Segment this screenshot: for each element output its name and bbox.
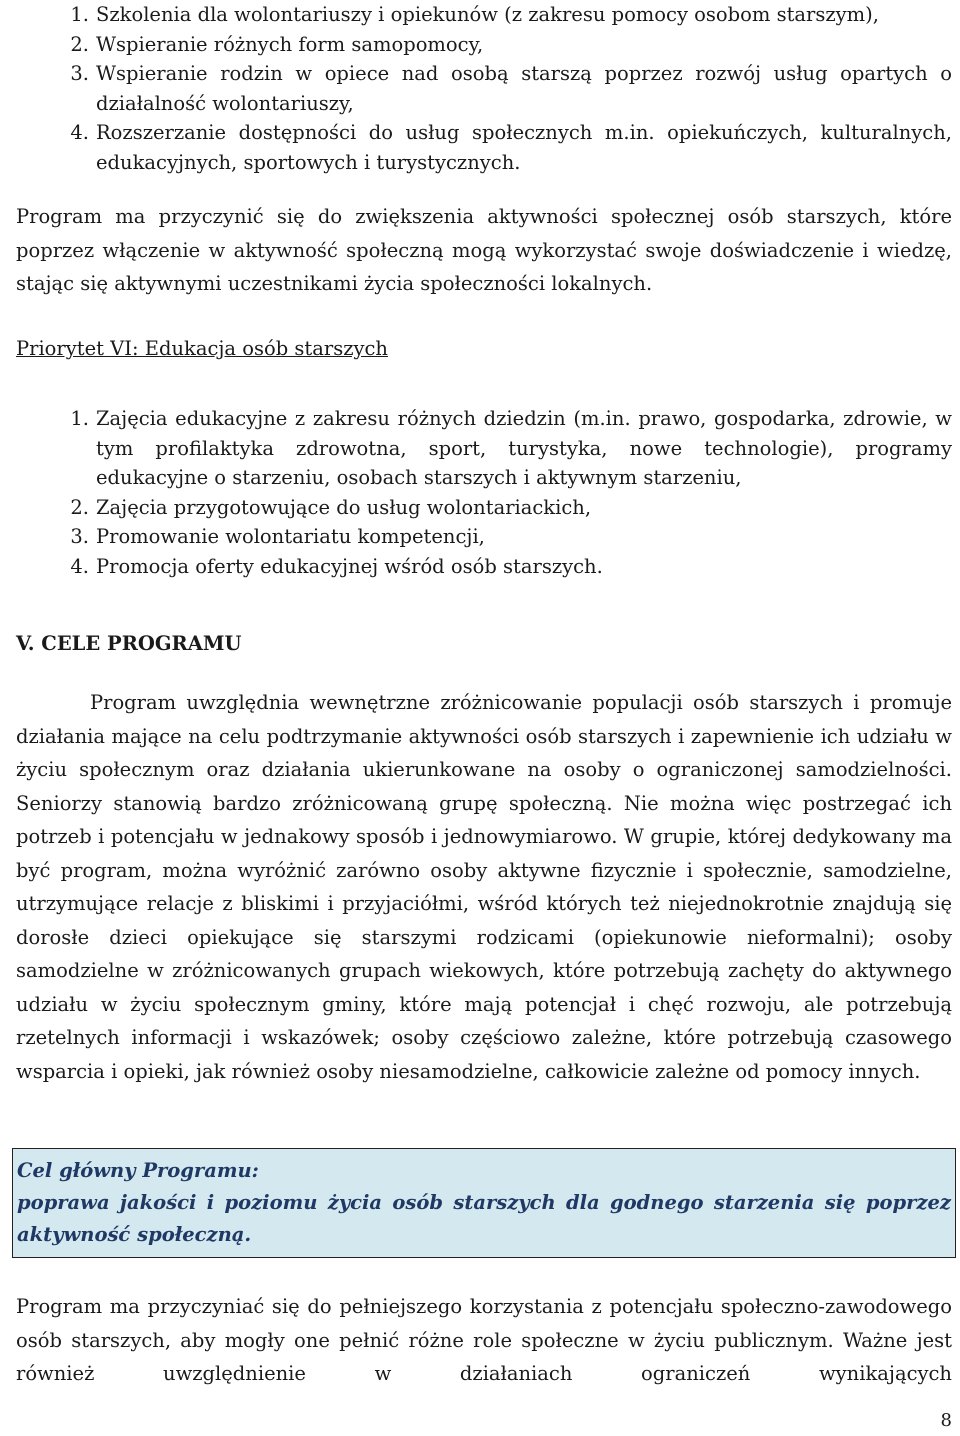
list-number: 2. <box>70 495 89 519</box>
section-heading-cele: V. CELE PROGRAMU <box>16 632 242 655</box>
list-item <box>16 493 952 523</box>
list-text: Rozszerzanie dostępności do usług społecznych m.in. opiekuńczych, kulturalnych, edukacyjnych, sportowych i turystycznych. <box>96 121 952 174</box>
list-text: Zajęcia przygotowujące do usług wolontariackich, <box>96 495 592 519</box>
list-item <box>16 552 952 582</box>
main-goal-label: Cel główny Programu: <box>17 1159 259 1182</box>
closing-paragraph: Program ma przyczyniać się do pełniejszego korzystania z potencjału społeczno-zawodowego osób starszych, aby mogły one pełnić różne role społeczne w życiu publicznym. Ważne jest również uwzględnienie w działaniach ograniczeń wynikających <box>16 1295 952 1385</box>
list-number: 1. <box>70 3 89 26</box>
list-text: Szkolenia dla wolontariuszy i opiekunów (z zakresu pomocy osobom starszym), <box>96 3 879 26</box>
list-text: Promocja oferty edukacyjnej wśród osób starszych. <box>96 554 603 578</box>
list-item <box>16 404 952 493</box>
cele-paragraph-text: Program uwzględnia wewnętrzne zróżnicowanie populacji osób starszych i promuje działania mające na celu podtrzymanie aktywności osób starszych i zapewnienie ich udziału w życiu społecznym oraz działania ukierunkowane na osoby o ograniczonej samodzielności. Seniorzy stanowią bardzo zróżnicowaną grupę społeczną. Nie można więc postrzegać ich potrzeb i potencjału w jednakowy sposób i jednowymiarowo. W grupie, której dedykowany ma być program, można wyróżnić zarówno osoby aktywne fizycznie i społecznie, samodzielne, utrzymujące relacje z bliskimi i przyjaciółmi, wśród których też niejednokrotnie znajdują się dorosłe dzieci opiekujące się starszymi rodzicami (opiekunowie nieformalni); osoby samodzielne w zróżnicowanych grupach wiekowych, które potrzebują zachęty do aktywnego udziału w życiu społecznym gminy, które mają potencjał i chęć rozwoju, ale potrzebują rzetelnych informacji i wskazówek; osoby częściowo zależne, które potrzebują czasowego wsparcia i opieki, jak również osoby niesamodzielne, całkowicie zależne od pomocy innych. <box>16 691 952 1083</box>
cele-paragraph <box>16 686 952 1088</box>
list-number: 3. <box>70 525 89 548</box>
list-number: 1. <box>70 407 89 430</box>
program-paragraph: Program ma przyczynić się do zwiększenia aktywności społecznej osób starszych, które poprzez włączenie w aktywność społeczną mogą wykorzystać swoje doświadczenie i wiedzę, stając się aktywnymi uczestnikami życia społeczności lokalnych. <box>16 205 952 295</box>
list-item <box>16 59 952 118</box>
list-item <box>16 118 952 177</box>
priority-list <box>16 404 952 581</box>
main-goal-box <box>12 1148 956 1258</box>
page-number: 8 <box>940 1410 952 1431</box>
activity-list <box>16 0 952 177</box>
document-page <box>16 0 952 1385</box>
list-number: 2. <box>70 32 89 56</box>
list-text: Zajęcia edukacyjne z zakresu różnych dziedzin (m.in. prawo, gospodarka, zdrowie, w tym profilaktyka zdrowotna, sport, turystyka, nowe technologie), programy edukacyjne o starzeniu, osobach starszych i aktywnym starzeniu, <box>96 407 952 489</box>
list-number: 4. <box>70 554 89 578</box>
list-text: Promowanie wolontariatu kompetencji, <box>96 525 485 548</box>
list-item <box>16 30 952 60</box>
list-text: Wspieranie różnych form samopomocy, <box>96 32 484 56</box>
main-goal-text: poprawa jakości i poziomu życia osób starszych dla godnego starzenia się poprzez aktywność społeczną. <box>17 1191 951 1246</box>
list-number: 4. <box>70 121 89 144</box>
list-text: Wspieranie rodzin w opiece nad osobą starszą poprzez rozwój usług opartych o działalność wolontariuszy, <box>96 62 952 115</box>
priority-heading: Priorytet VI: Edukacja osób starszych <box>16 337 388 360</box>
list-item <box>16 522 952 552</box>
list-item <box>16 0 952 30</box>
list-number: 3. <box>70 62 89 85</box>
